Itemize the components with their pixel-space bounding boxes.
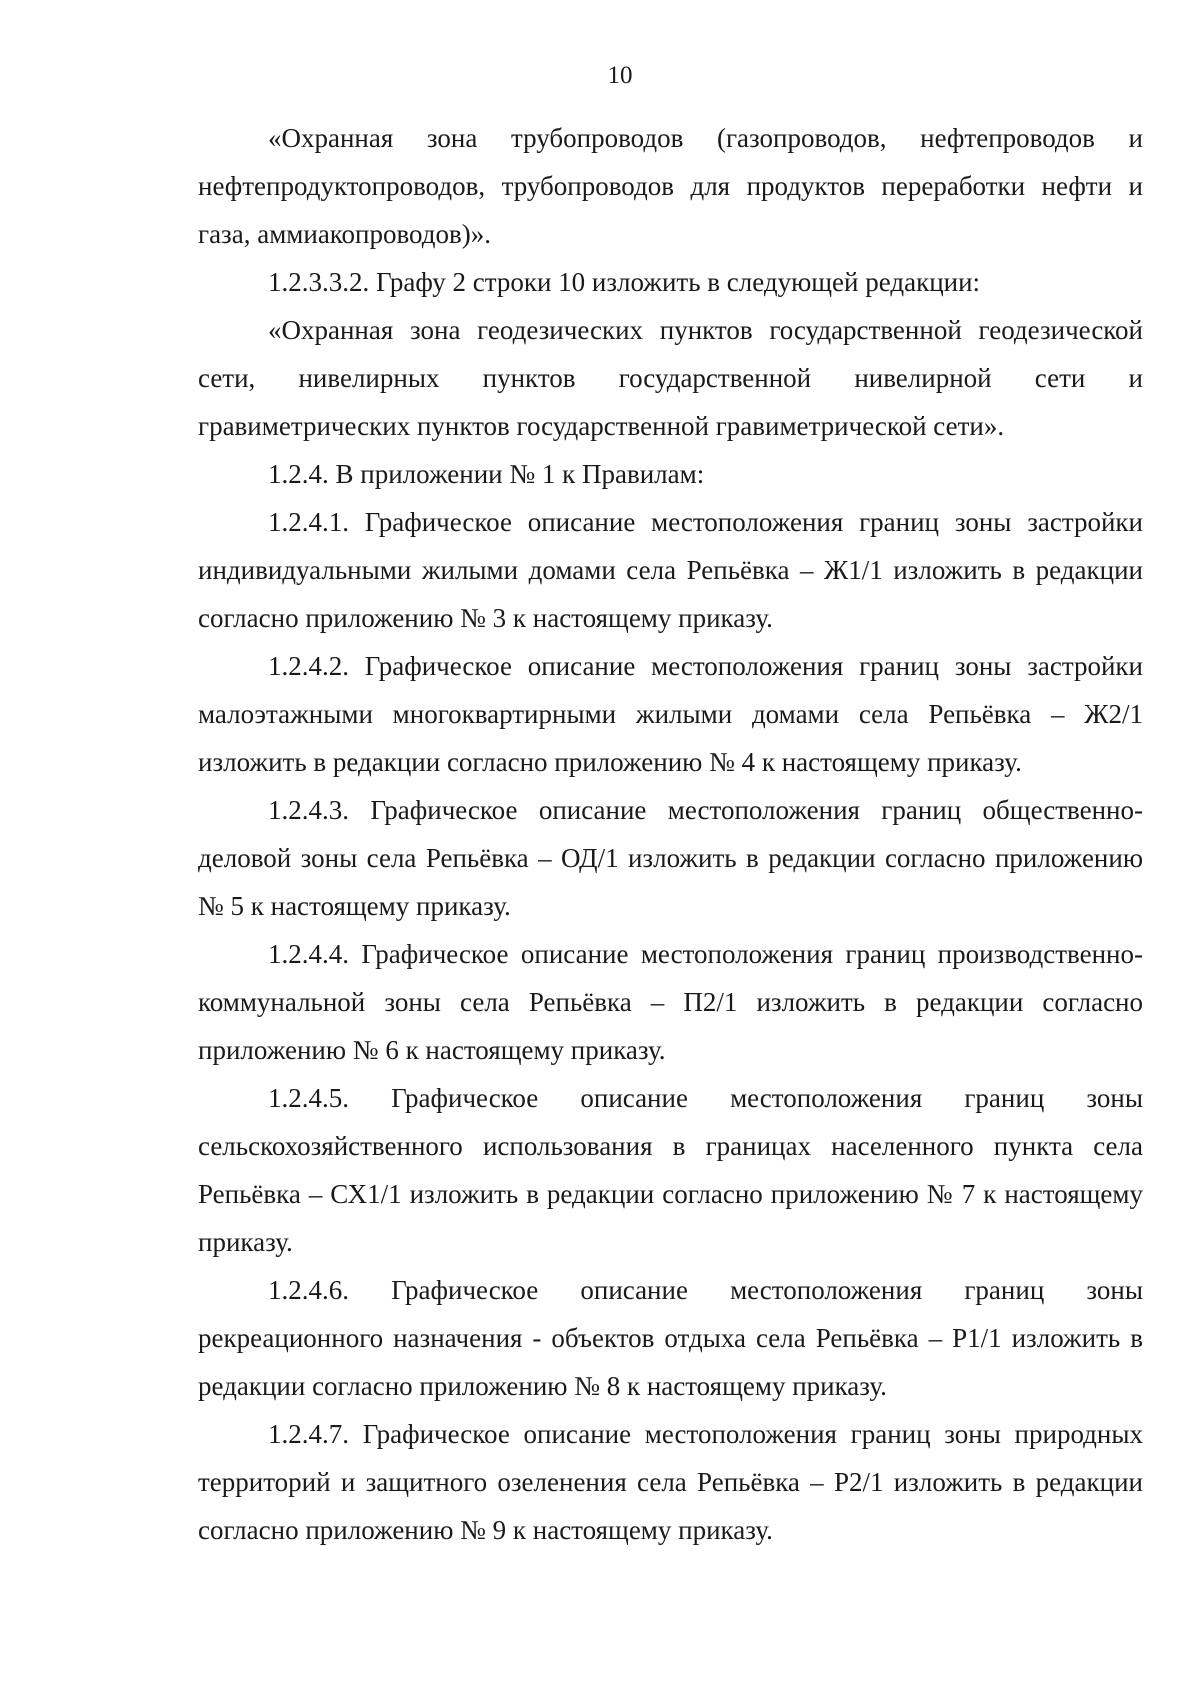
paragraph-1-2-4-6: 1.2.4.6. Графическое описание местоположения границ зоны рекреационного назначения - объектов отдыха села Репьёвка – Р1/1 изложить в редакции согласно приложению № 8 к настоящему приказу. xyxy=(198,1275,1143,1401)
page-number: 10 xyxy=(607,62,633,89)
paragraph-1-2-4-7: 1.2.4.7. Графическое описание местоположения границ зоны природных территорий и защитного озеленения села Репьёвка – Р2/1 изложить в редакции согласно приложению № 9 к настоящему приказу. xyxy=(198,1419,1143,1545)
paragraph-1-2-4-1: 1.2.4.1. Графическое описание местоположения границ зоны застройки индивидуальными жилыми домами села Репьёвка – Ж1/1 изложить в редакции согласно приложению № 3 к настоящему приказу. xyxy=(198,507,1143,633)
paragraph-1-2-4-5: 1.2.4.5. Графическое описание местоположения границ зоны сельскохозяйственного использования в границах населенного пункта села Репьёвка – СХ1/1 изложить в редакции согласно приложению № 7 к настоящему приказу. xyxy=(198,1083,1143,1257)
paragraph-1-2-4-2: 1.2.4.2. Графическое описание местоположения границ зоны застройки малоэтажными многоквартирными жилыми домами села Репьёвка – Ж2/1 изложить в редакции согласно приложению № 4 к настоящему приказу. xyxy=(198,651,1143,777)
document-body xyxy=(198,114,1143,1554)
paragraph-1-2-3-3-2: 1.2.3.3.2. Графу 2 строки 10 изложить в следующей редакции: xyxy=(268,267,981,297)
paragraph-1-2-4-3: 1.2.4.3. Графическое описание местоположения границ общественно-деловой зоны села Репьёвка – ОД/1 изложить в редакции согласно приложению № 5 к настоящему приказу. xyxy=(198,795,1143,921)
paragraph-1-2-4-4: 1.2.4.4. Графическое описание местоположения границ производственно-коммунальной зоны села Репьёвка – П2/1 изложить в редакции согласно приложению № 6 к настоящему приказу. xyxy=(198,939,1143,1065)
paragraph-geodetic-zone: «Охранная зона геодезических пунктов государственной геодезической сети, нивелирных пунктов государственной нивелирной сети и гравиметрических пунктов государственной гравиметрической сети». xyxy=(198,315,1143,441)
paragraph-1-2-4: 1.2.4. В приложении № 1 к Правилам: xyxy=(268,459,705,489)
paragraph-pipeline-zone: «Охранная зона трубопроводов (газопроводов, нефтепроводов и нефтепродуктопроводов, трубопроводов для продуктов переработки нефти и газа, аммиакопроводов)». xyxy=(198,123,1143,249)
